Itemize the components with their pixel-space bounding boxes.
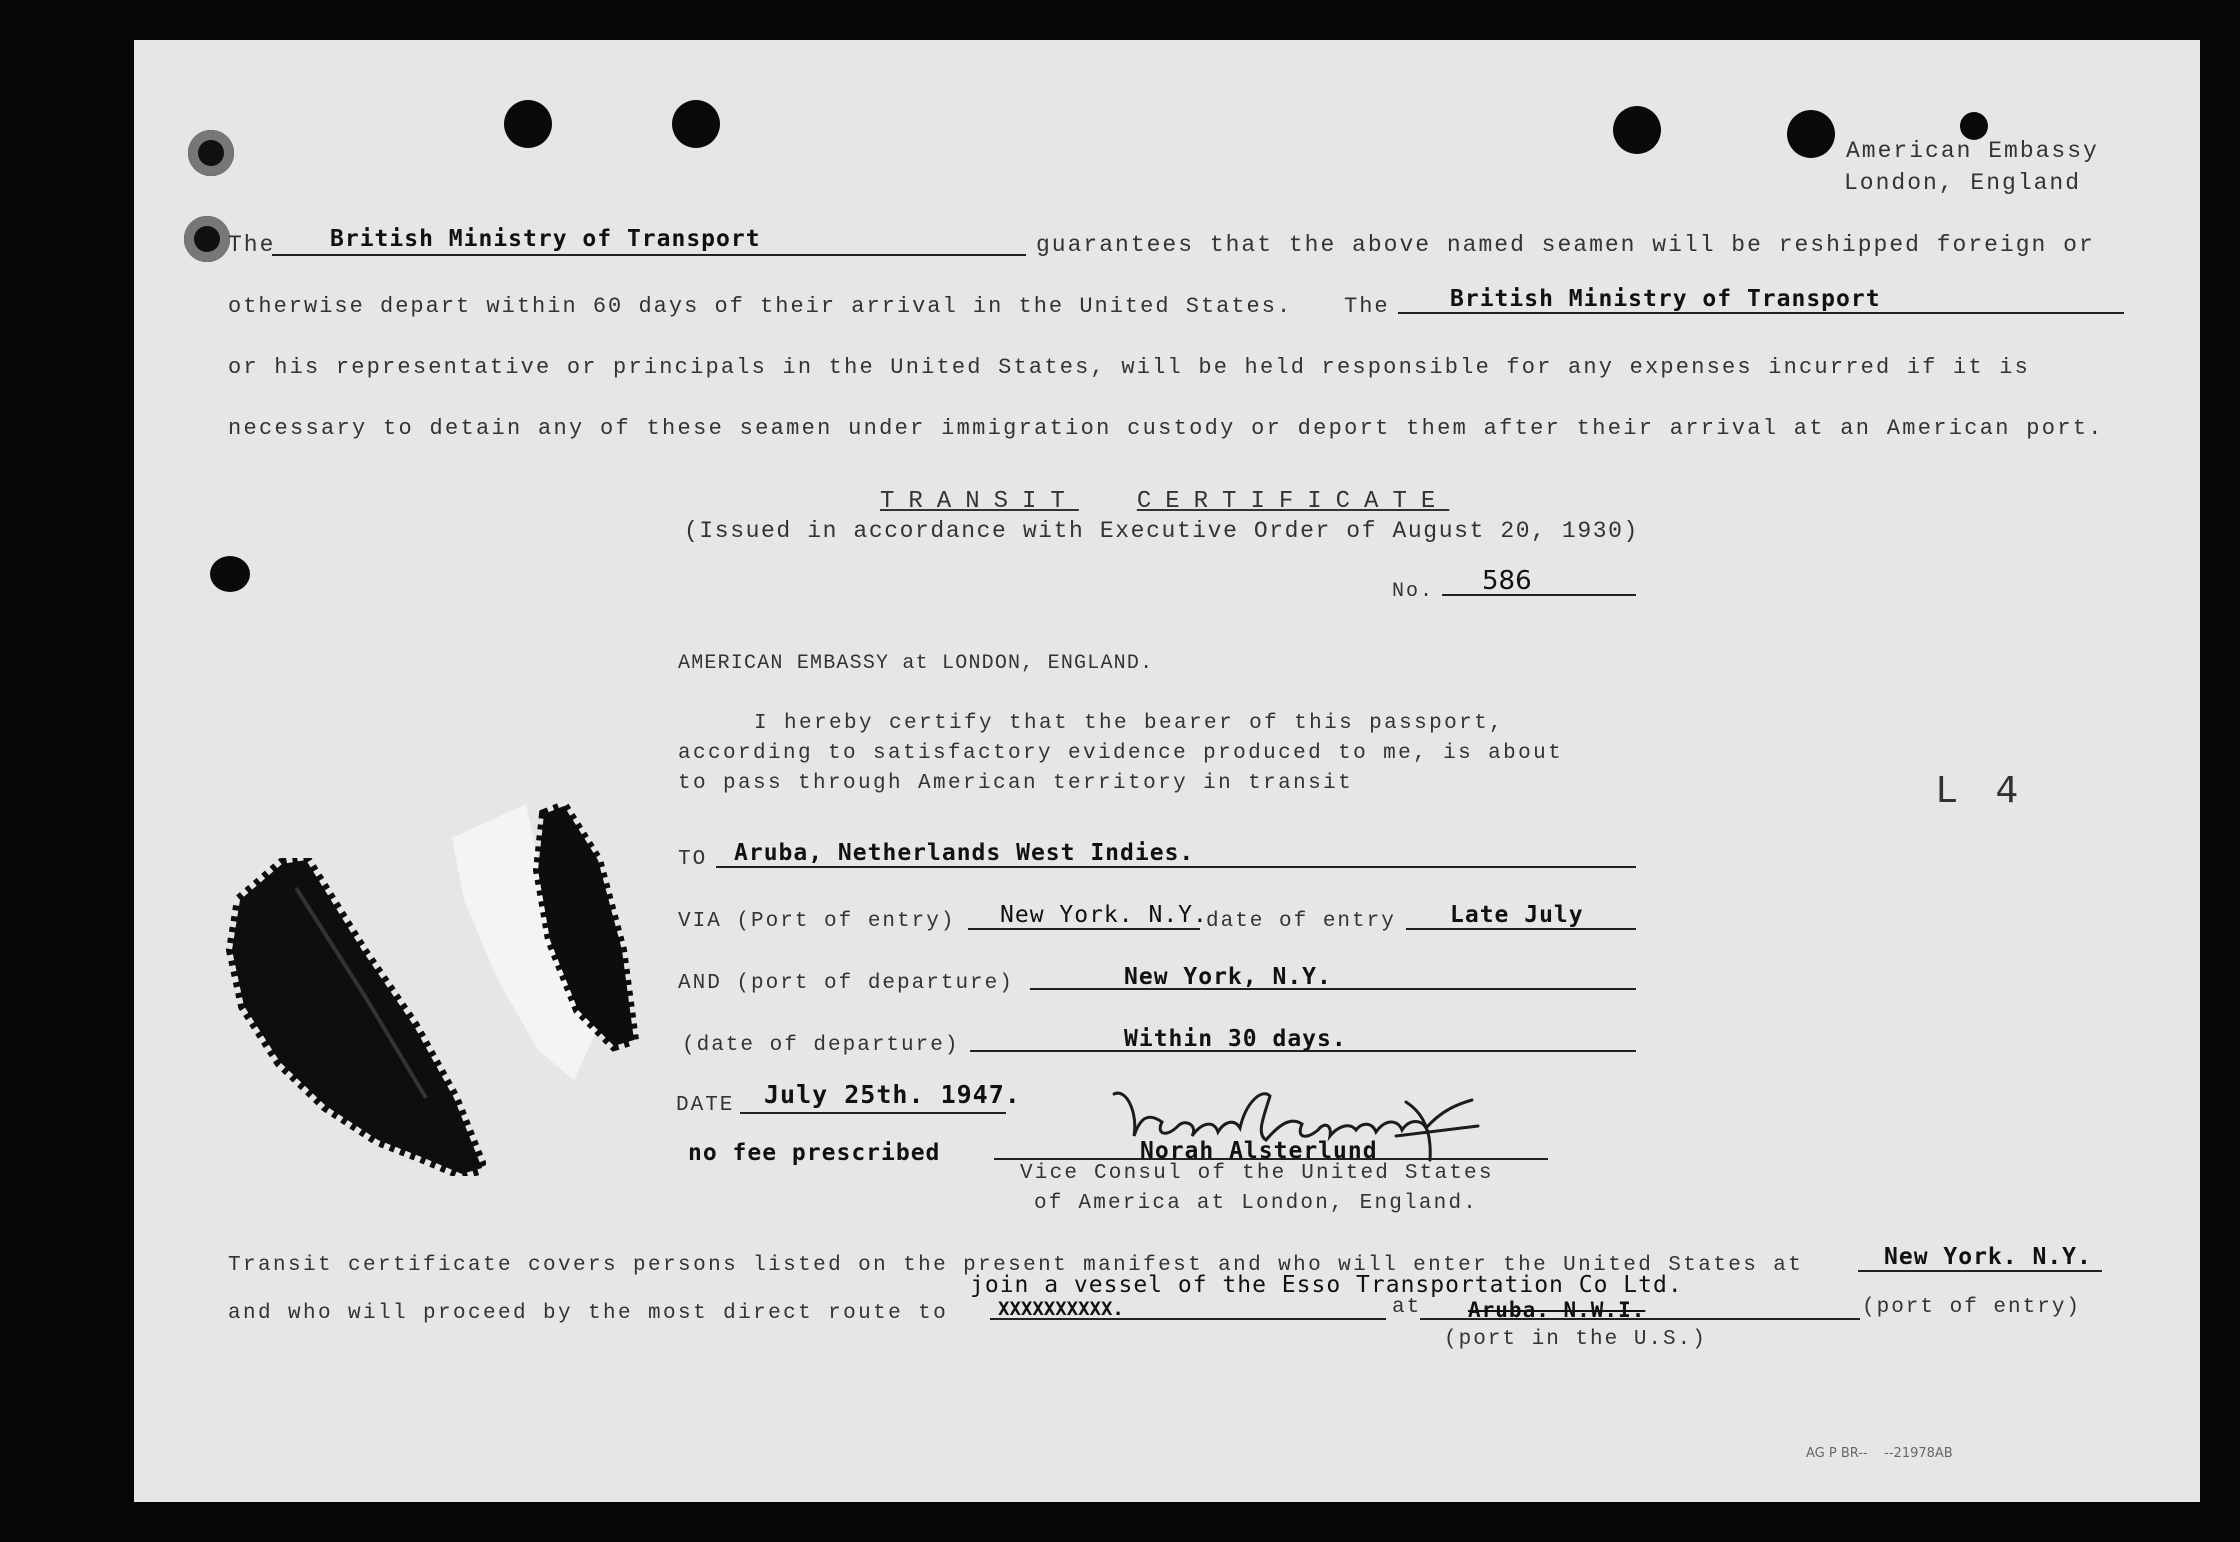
signer-title-line-1: Vice Consul of the United States [1020, 1162, 1494, 1185]
punch-hole [1960, 112, 1988, 140]
date-line [740, 1112, 1006, 1114]
guarantee-line-3: or his representative or principals in the United States, will be held responsible for any expenses incurred if it is [228, 355, 2031, 380]
embassy-header-line-2: London, England [1844, 170, 2082, 196]
guarantee-the-2: The [1344, 294, 1390, 319]
side-mark: L 4 [1936, 770, 2033, 811]
punch-hole [1787, 110, 1835, 158]
punch-hole [672, 100, 720, 148]
binder-ring-hole [184, 216, 230, 262]
departure-date-label: (date of departure) [682, 1034, 960, 1057]
date-entry-value: Late July [1450, 902, 1584, 928]
footer-struck-text: XXXXXXXXXX. [998, 1298, 1124, 1320]
certify-line-2: according to satisfactory evidence produced to me, is about [678, 742, 1564, 765]
guarantee-line-4: necessary to detain any of these seamen under immigration custody or deport them after their arrival at an American port. [228, 416, 2104, 441]
signer-title-line-2: of America at London, England. [1034, 1192, 1479, 1215]
certificate-number-label: No. [1392, 580, 1435, 603]
binder-ring-hole [188, 130, 234, 176]
certificate-title [880, 488, 1449, 515]
footer-entry-line [1858, 1270, 2102, 1272]
to-line [716, 866, 1636, 868]
punch-hole [210, 556, 250, 592]
via-value: New York. N.Y. [1000, 902, 1208, 928]
footer-port-us: (port in the U.S.) [1444, 1328, 1707, 1351]
form-code: AG P BR-- --21978AB [1806, 1446, 1953, 1461]
certificate-subtitle: (Issued in accordance with Executive Order of August 20, 1930) [684, 518, 1639, 544]
footer-port-entry: (port of entry) [1862, 1296, 2082, 1319]
via-line [968, 928, 1200, 930]
guarantee-line-1: guarantees that the above named seamen will be reshipped foreign or [1036, 232, 2095, 258]
guarantor-line-2 [1398, 312, 2124, 314]
date-value: July 25th. 1947. [764, 1080, 1021, 1109]
certificate-number-line [1442, 594, 1636, 596]
certificate-title-word-1: TRANSIT [880, 488, 1079, 515]
punch-hole [504, 100, 552, 148]
date-entry-label: date of entry [1206, 910, 1396, 933]
guarantor-2: British Ministry of Transport [1450, 286, 1881, 312]
footer-entry-port: New York. N.Y. [1884, 1244, 2092, 1270]
footer-at-word: at [1392, 1296, 1422, 1319]
embassy-header-line-1: American Embassy [1846, 138, 2099, 164]
guarantor-1: British Ministry of Transport [330, 226, 761, 252]
certify-line-1: I hereby certify that the bearer of this passport, [754, 712, 1505, 735]
fee-text: no fee prescribed [688, 1140, 941, 1166]
seal-right-paper [446, 800, 646, 1084]
certificate-number: 586 [1482, 566, 1532, 596]
departure-port-value: New York, N.Y. [1124, 964, 1332, 990]
typed-signer-name: Norah Alsterlund [1140, 1138, 1378, 1164]
punch-hole [1613, 106, 1661, 154]
date-entry-line [1406, 928, 1636, 930]
footer-at-value: Aruba. N.W.I. [1468, 1298, 1646, 1322]
footer-line-2: and who will proceed by the most direct route to [228, 1302, 949, 1325]
departure-port-label: AND (port of departure) [678, 972, 1014, 995]
to-value: Aruba, Netherlands West Indies. [734, 840, 1195, 866]
footer-destination-insert: join a vessel of the Esso Transportation Co Ltd. [970, 1272, 1683, 1298]
certificate-title-word-2: CERTIFICATE [1136, 488, 1450, 515]
guarantor-line-1 [272, 254, 1026, 256]
departure-port-line [1030, 988, 1636, 990]
via-label: VIA (Port of entry) [678, 910, 956, 933]
departure-date-value: Within 30 days. [1124, 1026, 1347, 1052]
guarantee-the-1: The [228, 232, 276, 258]
certify-line-3: to pass through American territory in transit [678, 772, 1354, 795]
footer-line-1: Transit certificate covers persons listed on the present manifest and who will enter the United States at [228, 1254, 1804, 1277]
to-label: TO [678, 848, 708, 871]
guarantee-line-2: otherwise depart within 60 days of their arrival in the United States. [228, 294, 1293, 319]
embassy-location-line: AMERICAN EMBASSY at LONDON, ENGLAND. [678, 652, 1154, 675]
date-label: DATE [676, 1094, 735, 1117]
